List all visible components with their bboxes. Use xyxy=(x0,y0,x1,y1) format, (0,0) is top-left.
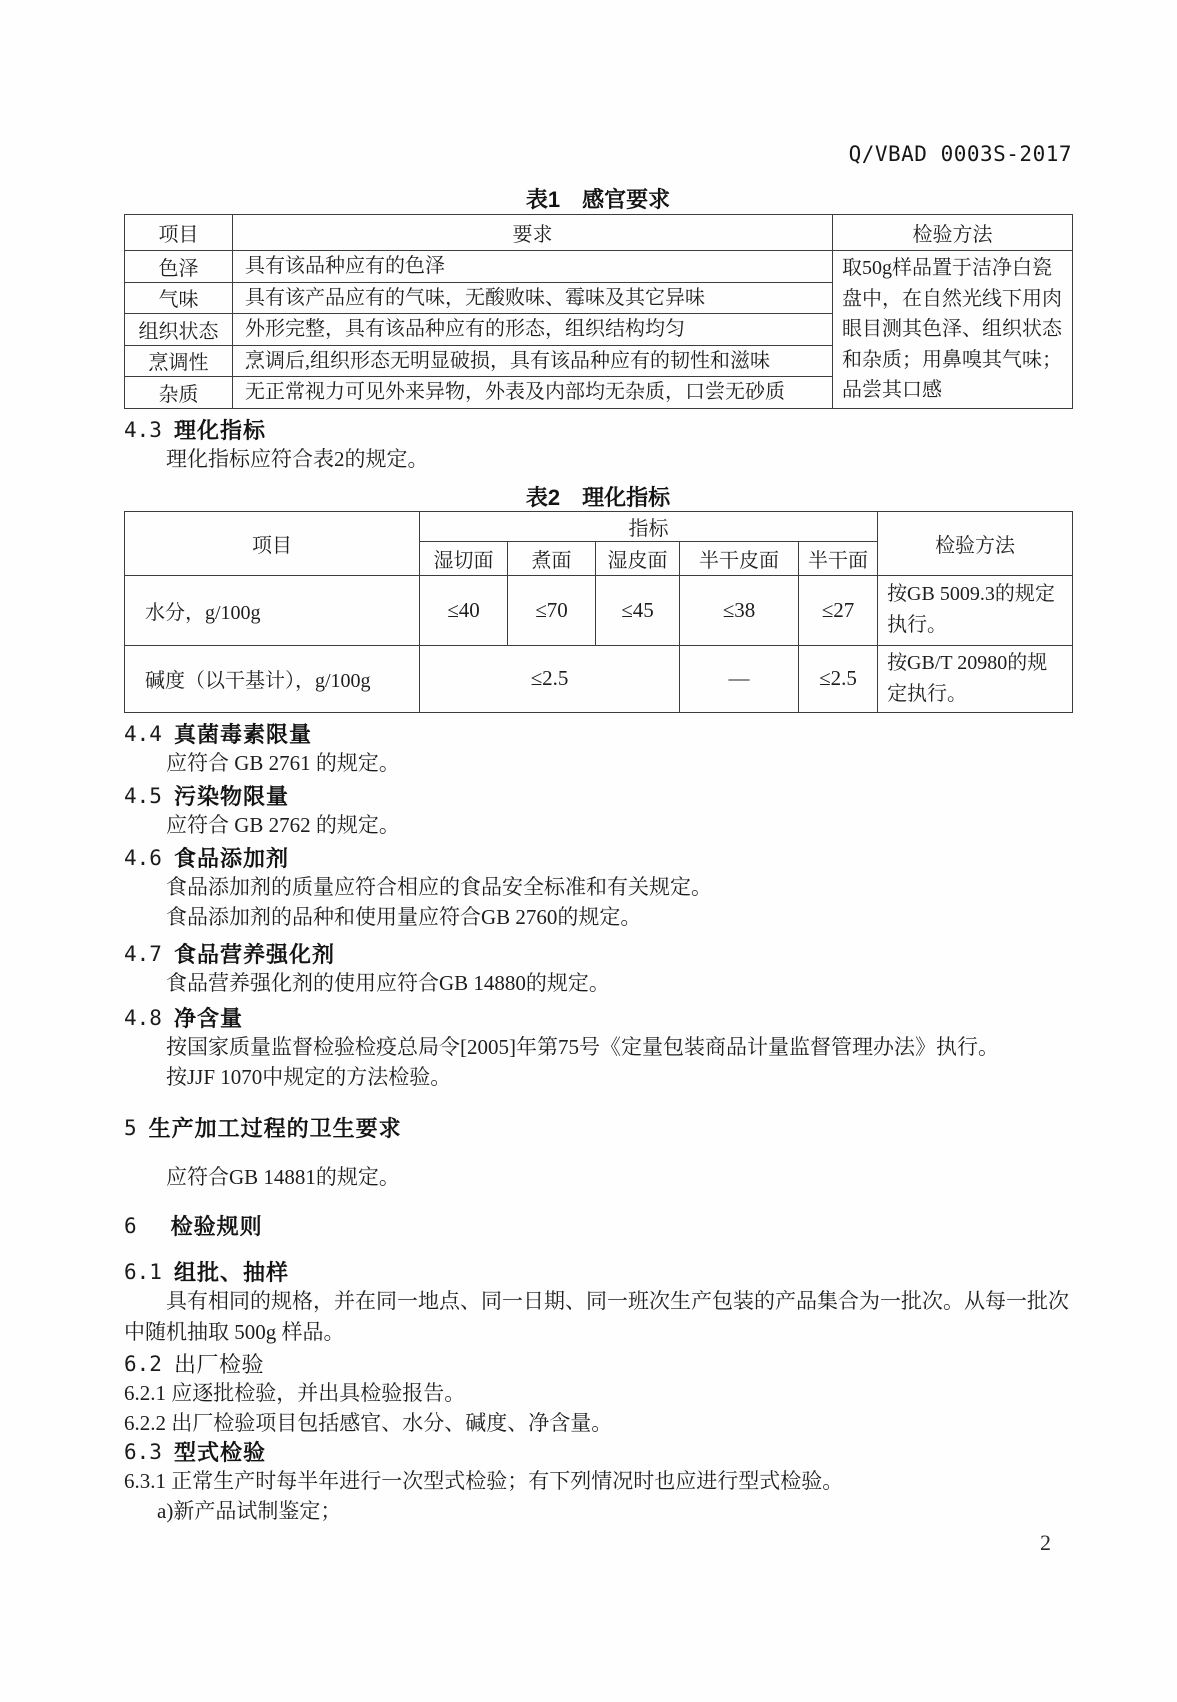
section-number: 4.3 xyxy=(124,417,162,442)
section-number: 4.5 xyxy=(124,783,162,808)
paragraph: 具有相同的规格，并在同一地点、同一日期、同一班次生产包装的产品集合为一批次。从每一批次中随机抽取 500g 样品。 xyxy=(124,1288,1069,1344)
paragraph: 应符合 GB 2761 的规定。 xyxy=(166,750,400,775)
cell-requirement: 具有该产品应有的气味，无酸败味、霉味及其它异味 xyxy=(233,282,833,314)
table2-index-group: 指标 xyxy=(420,511,878,541)
doc-code: Q/VBAD 0003S-2017 xyxy=(848,142,1072,166)
table2-subcol: 半干皮面 xyxy=(680,541,799,575)
cell-value: ≤40 xyxy=(420,575,508,645)
section-number: 4.7 xyxy=(124,941,162,966)
table1-method-cell: 取50g样品置于洁净白瓷盘中，在自然光线下用肉眼目测其色泽、组织状态和杂质；用鼻嗅其气味；品尝其口感 xyxy=(833,251,1073,409)
section-number: 5 xyxy=(124,1115,137,1140)
cell-method: 按GB 5009.3的规定执行。 xyxy=(878,575,1073,645)
paragraph: 6.3.1 正常生产时每半年进行一次型式检验；有下列情况时也应进行型式检验。 xyxy=(124,1468,844,1493)
section-number: 4.6 xyxy=(124,845,162,870)
section-number: 6.1 xyxy=(124,1259,162,1284)
section-title: 真菌毒素限量 xyxy=(173,722,312,747)
cell-item: 水分，g/100g xyxy=(125,575,420,645)
table1-col-requirement: 要求 xyxy=(233,215,833,251)
cell-value: ≤45 xyxy=(596,575,680,645)
cell-value: ≤27 xyxy=(799,575,878,645)
table2-header-row-1 xyxy=(125,511,1073,541)
section-title: 组批、抽样 xyxy=(173,1260,289,1285)
paragraph: 食品营养强化剂的使用应符合GB 14880的规定。 xyxy=(166,970,610,995)
cell-item: 杂质 xyxy=(125,377,233,409)
section-title: 食品营养强化剂 xyxy=(173,942,335,967)
table1-caption: 表1 感官要求 xyxy=(525,187,671,212)
cell-item: 烹调性 xyxy=(125,345,233,377)
section-title: 食品添加剂 xyxy=(173,846,289,871)
section-title: 生产加工过程的卫生要求 xyxy=(148,1116,402,1141)
paragraph: 应符合 GB 2762 的规定。 xyxy=(166,812,400,837)
table2-subcol: 湿切面 xyxy=(420,541,508,575)
table-row-moisture xyxy=(125,575,1073,645)
table2-subcol: 煮面 xyxy=(508,541,596,575)
section-4-6-heading xyxy=(124,844,1072,872)
paragraph: 按JJF 1070中规定的方法检验。 xyxy=(166,1064,452,1089)
paragraph: 食品添加剂的品种和使用量应符合GB 2760的规定。 xyxy=(166,904,642,929)
cell-value: ≤2.5 xyxy=(799,645,878,712)
section-number: 6.3 xyxy=(124,1439,162,1464)
section-number: 4.8 xyxy=(124,1005,162,1030)
section-4-4-heading xyxy=(124,720,1072,748)
cell-item: 色泽 xyxy=(125,251,233,283)
cell-merged-value: ≤2.5 xyxy=(420,645,680,712)
cell-method: 按GB/T 20980的规定执行。 xyxy=(878,645,1073,712)
paragraph: 6.2.1 应逐批检验，并出具检验报告。 xyxy=(124,1380,466,1405)
section-6-1-heading xyxy=(124,1258,1072,1286)
table-row xyxy=(125,251,1073,283)
section-title: 理化指标 xyxy=(173,418,266,443)
cell-requirement: 具有该品种应有的色泽 xyxy=(233,251,833,283)
paragraph: 食品添加剂的质量应符合相应的食品安全标准和有关规定。 xyxy=(166,874,712,899)
section-6-3-heading xyxy=(124,1438,1072,1466)
section-4-3-heading xyxy=(124,416,1072,444)
table2-col-method: 检验方法 xyxy=(878,511,1073,575)
page-number: 2 xyxy=(1040,1530,1051,1555)
cell-requirement: 外形完整，具有该品种应有的形态，组织结构均匀 xyxy=(233,314,833,346)
table2-col-item: 项目 xyxy=(125,511,420,575)
table2-subcol: 湿皮面 xyxy=(596,541,680,575)
paragraph: 按国家质量监督检验检疫总局令[2005]年第75号《定量包装商品计量监督管理办法》执行。 xyxy=(166,1034,999,1059)
section-4-5-heading xyxy=(124,782,1072,810)
section-number: 6 xyxy=(124,1213,137,1238)
cell-value: ≤38 xyxy=(680,575,799,645)
table1-header-row xyxy=(125,215,1073,251)
section-title: 型式检验 xyxy=(173,1440,266,1465)
table1-col-item: 项目 xyxy=(125,215,233,251)
sensory-requirements-table xyxy=(124,214,1073,409)
table1-col-method: 检验方法 xyxy=(833,215,1073,251)
cell-value: ≤70 xyxy=(508,575,596,645)
section-5-heading xyxy=(124,1114,1072,1142)
cell-item: 组织状态 xyxy=(125,314,233,346)
table2-subcol: 半干面 xyxy=(799,541,878,575)
table-row-alkalinity xyxy=(125,645,1073,712)
cell-requirement: 无正常视力可见外来异物，外表及内部均无杂质，口尝无砂质 xyxy=(233,377,833,409)
section-title: 检验规则 xyxy=(170,1214,263,1239)
paragraph: a)新产品试制鉴定； xyxy=(157,1498,342,1523)
paragraph: 6.2.2 出厂检验项目包括感官、水分、碱度、净含量。 xyxy=(124,1410,613,1435)
section-number: 4.4 xyxy=(124,721,162,746)
section-6-heading xyxy=(124,1212,1072,1240)
table2-caption: 表2 理化指标 xyxy=(525,484,671,510)
cell-item: 气味 xyxy=(125,282,233,314)
section-title: 出厂检验 xyxy=(173,1352,264,1377)
section-6-2-heading xyxy=(124,1350,1072,1378)
section-number: 6.2 xyxy=(124,1351,162,1376)
section-title: 净含量 xyxy=(173,1006,243,1031)
cell-dash: — xyxy=(680,645,799,712)
section-title: 污染物限量 xyxy=(173,784,289,809)
cell-requirement: 烹调后,组织形态无明显破损，具有该品种应有的韧性和滋味 xyxy=(233,345,833,377)
section-4-7-heading xyxy=(124,940,1072,968)
physicochemical-index-table xyxy=(124,511,1073,713)
paragraph: 应符合GB 14881的规定。 xyxy=(166,1164,400,1189)
cell-item: 碱度（以干基计），g/100g xyxy=(125,645,420,712)
section-4-8-heading xyxy=(124,1004,1072,1032)
paragraph: 理化指标应符合表2的规定。 xyxy=(166,446,429,471)
